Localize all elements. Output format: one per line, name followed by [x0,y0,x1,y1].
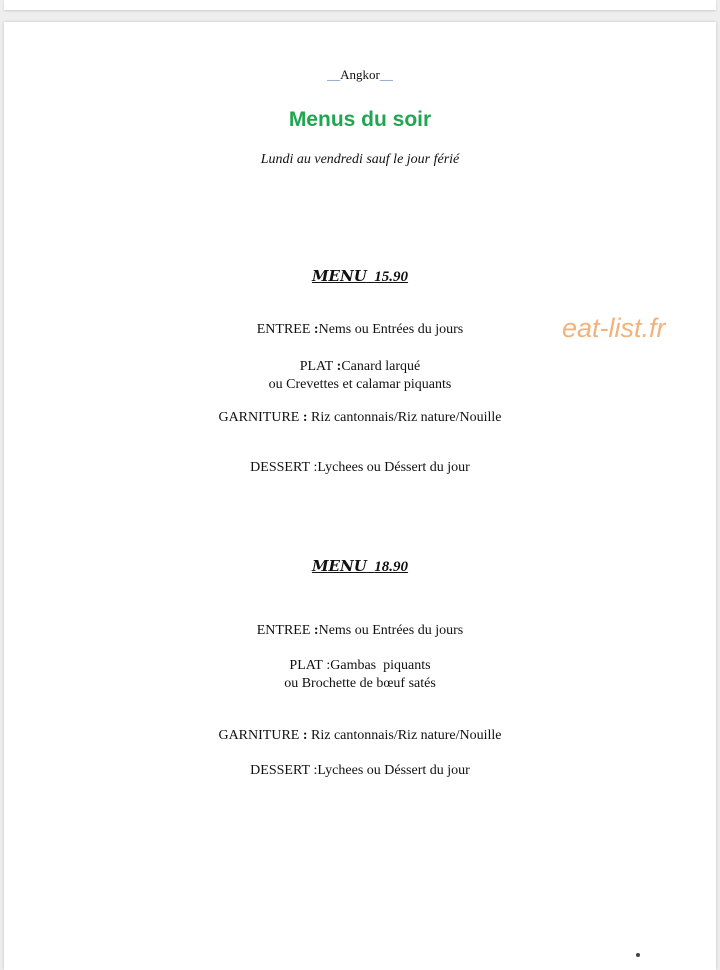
underscore-right: __ [379,67,393,82]
dessert-value: Lychees ou Déssert du jour [317,763,470,778]
garniture-value: Riz cantonnais/Riz nature/Nouille [311,410,502,425]
dessert-label: DESSERT [250,460,311,475]
entree-label: ENTREE [256,623,311,638]
menu-1-dessert [4,459,716,477]
plat-label: PLAT [299,359,334,374]
plat-colon: : [336,359,342,374]
menu-2-plat-line2: ou Brochette de bœuf satés [284,676,436,691]
garniture-value: Riz cantonnais/Riz nature/Nouille [311,728,502,743]
plat-colon: : [326,658,331,673]
dessert-colon: : [313,460,318,475]
menu-price: 18.90 [374,559,409,575]
garniture-label: GARNITURE [218,410,300,425]
menu-page [4,22,716,970]
menu-heading-label: MENU [311,267,367,285]
menu-price: 15.90 [374,269,409,285]
entree-label: ENTREE [256,322,311,337]
menu-2-entree [4,622,716,640]
dessert-colon: : [313,763,318,778]
page-subtitle: Lundi au vendredi sauf le jour férié [260,152,460,167]
garniture-colon: : [302,728,308,743]
menu-1-plat-line2: ou Crevettes et calamar piquants [268,377,452,392]
plat-value-line1: Gambas piquants [330,658,431,673]
menu-2-dessert [4,762,716,780]
corner-dot [636,953,640,957]
menu-1-garniture [4,409,716,427]
page-title: Menus du soir [288,108,432,131]
plat-label: PLAT [289,658,323,673]
restaurant-name [4,67,716,83]
entree-value: Nems ou Entrées du jours [318,623,464,638]
entree-colon: : [313,322,319,337]
menu-heading-label: MENU [311,557,367,575]
entree-value: Nems ou Entrées du jours [318,322,464,337]
menu-heading-2 [4,557,716,576]
garniture-colon: : [302,410,308,425]
underscore-left: __ [327,67,341,82]
dessert-value: Lychees ou Déssert du jour [317,460,470,475]
menu-heading-1 [4,267,716,286]
menu-2-plat [4,657,716,675]
restaurant-name-text: Angkor [340,67,380,82]
plat-value-line1: Canard larqué [341,359,421,374]
garniture-label: GARNITURE [218,728,300,743]
eat-list-watermark: eat-list.fr [562,313,666,343]
menu-1-plat [4,358,716,376]
entree-colon: : [313,623,319,638]
dessert-label: DESSERT [250,763,311,778]
menu-2-garniture [4,727,716,745]
previous-page-edge [4,0,716,10]
